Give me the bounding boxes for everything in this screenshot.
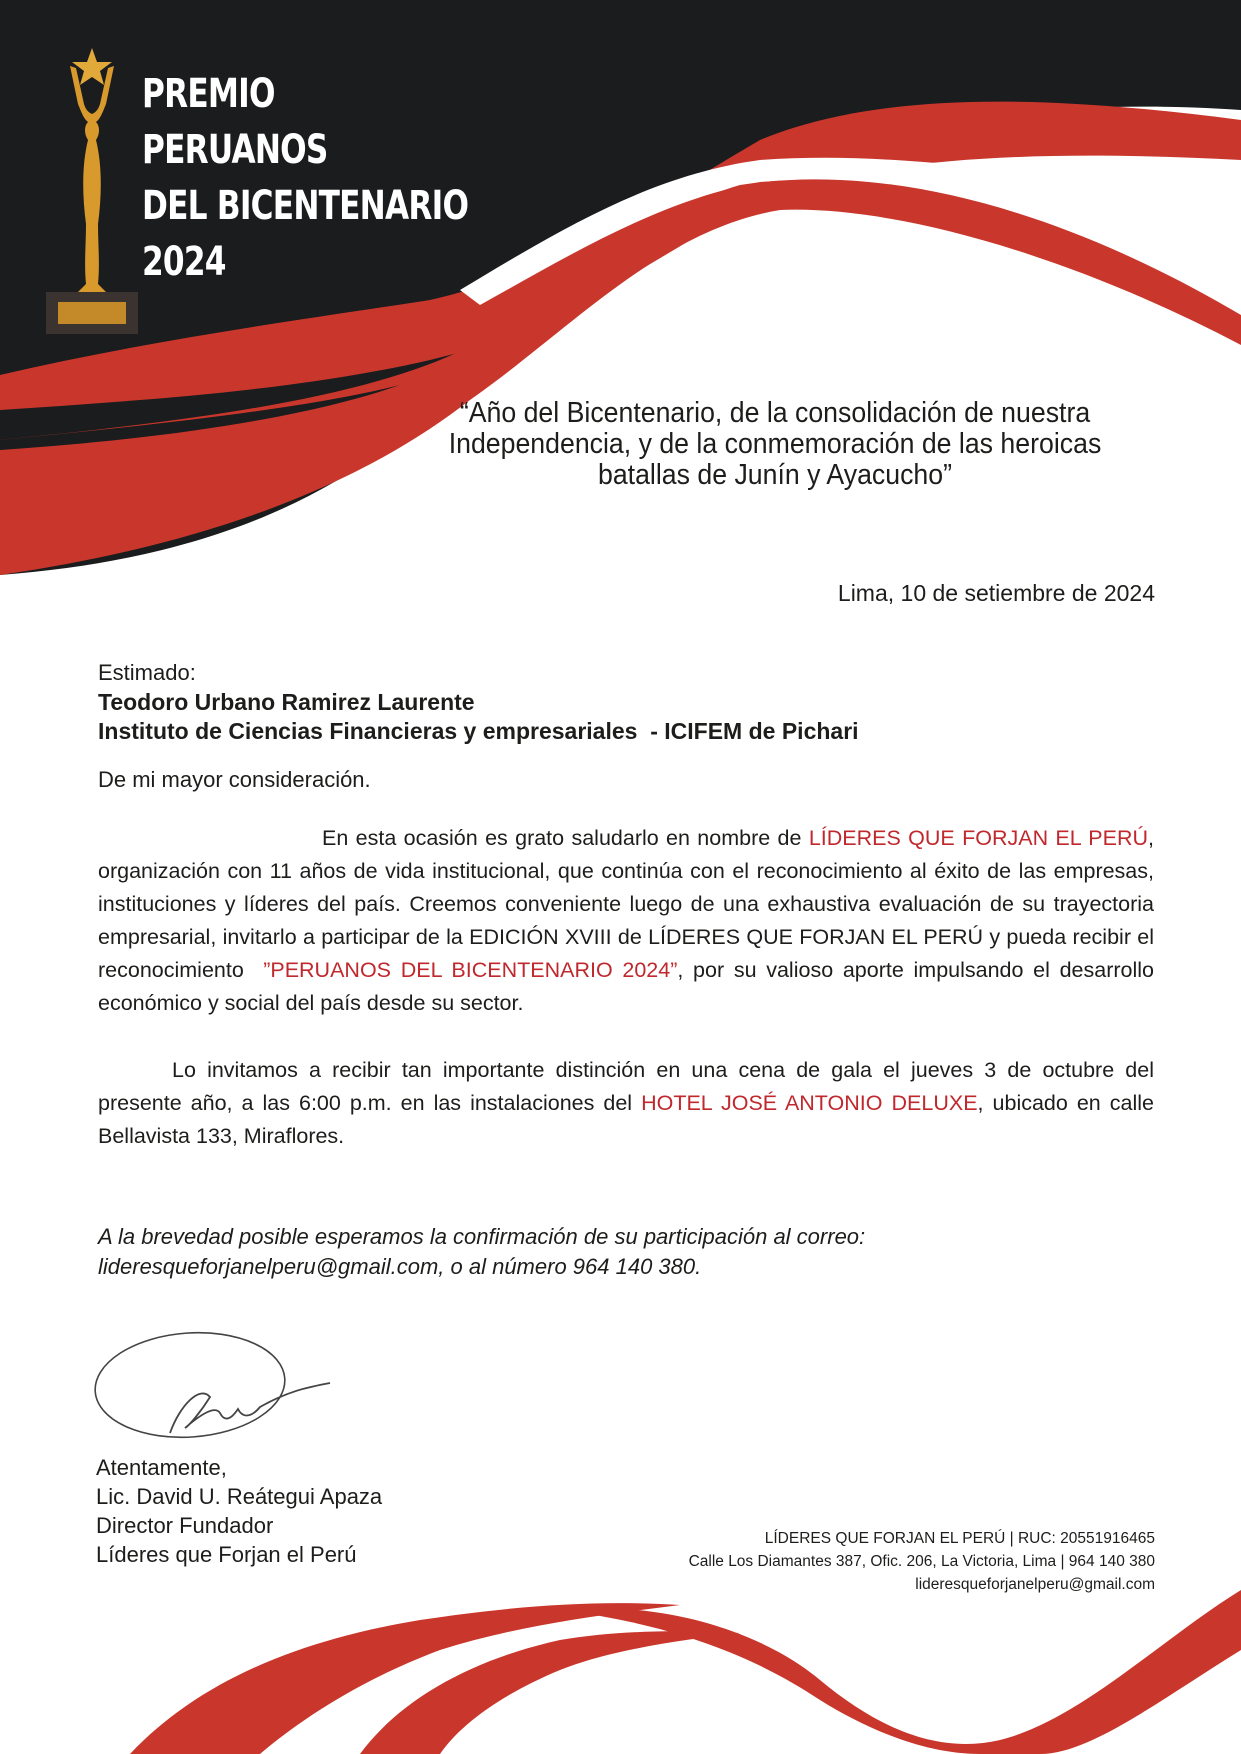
award-title bbox=[142, 66, 468, 290]
trophy-figure bbox=[70, 66, 114, 292]
footer-contact bbox=[689, 1527, 1155, 1596]
confirmation-line: lideresqueforjanelperu@gmail.com, o al número 964 140 380. bbox=[98, 1254, 702, 1279]
award-title-line: PREMIO bbox=[142, 71, 275, 117]
footer-address-phone: Calle Los Diamantes 387, Ofic. 206, La Victoria, Lima | 964 140 380 bbox=[688, 1553, 1155, 1570]
award-title-line: DEL BICENTENARIO bbox=[142, 183, 469, 229]
signer-name: Lic. David U. Reátegui Apaza bbox=[96, 1484, 383, 1509]
motto-line: “Año del Bicentenario, de la consolidación de nuestra bbox=[459, 397, 1091, 429]
handwritten-signature bbox=[90, 1325, 340, 1445]
footer-company-ruc: LÍDERES QUE FORJAN EL PERÚ | RUC: 20551916465 bbox=[764, 1530, 1155, 1547]
paragraph-text: , ubicado en calle Bellavista 133, Miraflores. bbox=[98, 1091, 1154, 1148]
recipient-organization: Instituto de Ciencias Financieras y empresariales - ICIFEM de Pichari bbox=[98, 718, 859, 744]
motto-line: batallas de Junín y Ayacucho” bbox=[598, 459, 952, 491]
paragraph-text: Lo invitamos a recibir tan importante distinción en una cena de gala el jueves 3 de octubre del presente año, a las 6:00 p.m. en las instalaciones del bbox=[98, 1058, 1154, 1115]
award-title-line: PERUANOS bbox=[142, 127, 328, 173]
award-title-line: 2024 bbox=[142, 239, 226, 285]
recipient-block bbox=[98, 688, 859, 746]
salutation: Estimado: bbox=[98, 660, 196, 685]
bottom-red-wave-right bbox=[560, 1590, 1241, 1754]
paragraph-text: En esta ocasión es grato saludarlo en nombre de bbox=[322, 826, 809, 850]
body-paragraph-1 bbox=[98, 822, 1160, 1020]
motto-line: Independencia, y de la conmemoración de las heroicas bbox=[448, 428, 1102, 460]
opening-line: De mi mayor consideración. bbox=[98, 767, 371, 792]
confirmation-line: A la brevedad posible esperamos la confirmación de su participación al correo: bbox=[98, 1224, 866, 1249]
confirmation-request bbox=[98, 1222, 865, 1282]
award-trophy-icon bbox=[44, 44, 140, 334]
recipient-name: Teodoro Urbano Ramirez Laurente bbox=[98, 689, 475, 715]
footer-email: lideresqueforjanelperu@gmail.com bbox=[915, 1576, 1155, 1593]
valediction: Atentamente, bbox=[96, 1455, 227, 1480]
award-highlight: ”PERUANOS DEL BICENTENARIO 2024” bbox=[263, 958, 678, 982]
paragraph-text: , organización con 11 años de vida institucional, que continúa con el reconocimiento al éxito de las empresas, instituciones y líderes del país. Creemos conveniente luego de una exhaustiva evaluación de su trayectoria empresarial, invitarlo a participar de la EDICIÓN XVIII de LÍDERES QUE FORJAN EL PERÚ y pueda recibir el reconocimiento bbox=[98, 826, 1160, 982]
trophy-plaque bbox=[58, 302, 126, 324]
signer-title: Director Fundador bbox=[96, 1513, 274, 1538]
closing-block bbox=[96, 1453, 382, 1569]
body-paragraph-2 bbox=[98, 1054, 1154, 1153]
venue-highlight: HOTEL JOSÉ ANTONIO DELUXE bbox=[641, 1091, 978, 1115]
paragraph-text: , por su valioso aporte impulsando el desarrollo económico y social del país desde su sector. bbox=[98, 958, 1154, 1015]
signer-organization: Líderes que Forjan el Perú bbox=[96, 1542, 357, 1567]
letter-date: Lima, 10 de setiembre de 2024 bbox=[837, 580, 1155, 606]
organization-highlight: LÍDERES QUE FORJAN EL PERÚ bbox=[808, 826, 1149, 850]
year-motto bbox=[412, 398, 1139, 491]
